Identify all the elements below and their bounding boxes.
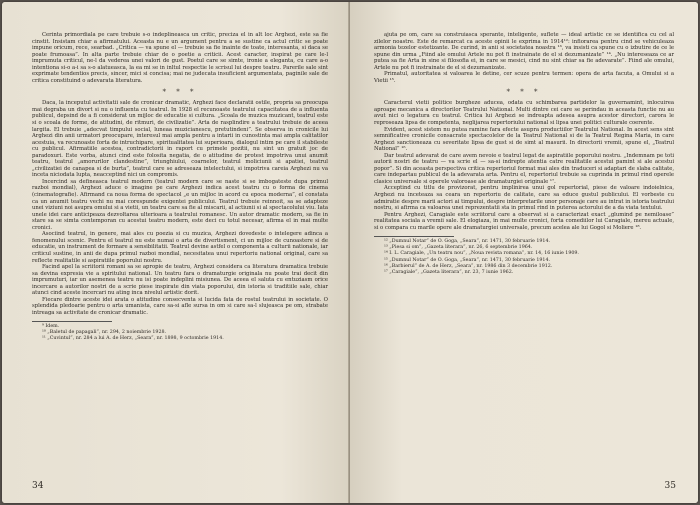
book-spread: [2, 2, 698, 503]
body-paragraph: Acceptind cu titlu de provizorat, pentru implinirea unui gol repertorial, piese de valoare indoielnica, Arghezi nu inceteaza sa ceara un repertoriu de calitate, care sa educe gustul publicului. El vorbeste cu admiratie despre marii actori ai timpului, despre interpretarile unor personaje care au intrat in istoria teatrului nostru, si afirma ca valoarea unei reprezentatii sta in primul rind in puterea actorului de a da viata textului.: [374, 185, 674, 212]
body-paragraph: Dar teatrul adevarat de care avem nevoie e teatrul legat de aspiratiile poporului nostru. „Indemnam pe toti autorii nostri de teatru — va scrie el — sa-si indrepte atentia catre realitatile acestui pamint si ale acestui popor”. Si din aceasta perspectiva critica repertoriul format mai ales din traduceri si adaptari de slaba calitate, care indepartau publicul de la adevarata arta. Pentru el, repertoriul trebuie sa cuprinda in primul rind operele clasice universale si operele valoroase ale dramaturgiei originale ¹⁷.: [374, 152, 674, 185]
body-paragraph: Asociind teatrul, in genere, mai ales cu poezia si cu muzica, Arghezi dovedeste o intelegere adinca a fenomenului scenic. Pentru el teatrul nu este numai o arta de divertisment, ci un mijloc de cunoastere si de educatie, un instrument de formare a sensibilitatii. Teatrul devine astfel o componenta a culturii nationale, iar criticul sustine, in anii de dupa primul razboi mondial, necesitatea unui repertoriu national original, care sa reflecte realitatile si aspiratiile poporului nostru.: [32, 231, 328, 264]
page-number: 35: [664, 481, 676, 491]
footnote: ¹¹ „Cuvintul”, nr. 284 a lui A. de Herz, „Seara”, nr. 1898, 9 octombrie 1914.: [42, 336, 224, 342]
left-page: [2, 2, 350, 503]
body-paragraph: Pentru Arghezi, Caragiale este scriitorul care a observat si a caracterizat exact „glumind pe nemiloase” realitatea sociala a vremii sale. El elogiaza, in mai multe cronici, forta comediilor lui Caragiale, mereu actuale, si o compara cu marile opere ale dramaturgiei universale, precum acelea ale lui Gogol si Moliere ¹⁸.: [374, 211, 674, 231]
footnote: ¹⁵ „Dumnul Notar” de O. Goga, „Seara”, nr. 1471, 30 februarie 1914.: [384, 257, 550, 263]
body-paragraph: Evident, acest sistem nu putea ramine fara efecte asupra productiilor Teatrului National. In acest sens sint semnificative cronicile consacrate spectacolelor de la Teatrul National si de la Teatrul Regina Maria, in care Arghezi sanctioneaza cu severitate lipsa de gust si de simt al masurii. In directorii vremii, spune el, „Teatrul National” ¹⁶.: [374, 126, 674, 153]
intro-paragraph: Cerinta primordiala pe care trebuie s-o indeplineasca un critic, preciza el in alt loc Arghezi, este sa fie cinstit. Insistam chiar a afirmatului. Aceasta nu e un argument pentru a se sustine ca actul critic se poate impune oricum, rece, searbad. „Critica — va spune el — trebuie sa fie inainte de toate, interesanta, si daca se poate frumoasa”. In alta parte trebuie chiar de o poetie a criticii. Acest caracter, inspirat pe care le-l imprumuta criticul, ne-l da vederea unei valori de gust. Poetul care se simte, ironie a eleganta, cu care a-o intentiona si-o a-i sa s-o alatueasca, la ea mi se in inltul respectie le scrisul lui despre teatru. Parerile sale sint exprimate tendentios precis, sincer, mici si concisa; mai ne judecata insuficient argumentata, paginile sale de critica constituind o adevarata literatura.: [32, 32, 328, 84]
footnote: ¹⁷ „Caragiale”, „Gazeta literara”, nr. 23, 7 iunie 1962.: [384, 269, 514, 275]
body-paragraph: Facind apel la scriitorii romani sa se apropie de teatru, Arghezi considera ca literatura dramatica trebuie sa devina expresia vie a spiritului national. Un teatru fara o dramaturgie originala nu poate trai decit din imprumuturi, iar un asemenea teatru nu isi poate indeplini misiunea. De aceea el saluta cu entuziasm orice incercare a autorilor nostri de a scrie piese inspirate din viata poporului, din istoria si traditiile sale, chiar atunci cind aceste incercari nu ating inca nivelul artistic dorit.: [32, 264, 328, 297]
section-divider: * * *: [162, 88, 198, 97]
footnote: ¹⁶ „Barbierul” de A. de Herz, „Seara”, nr. 1986 din 3 decembrie 1912.: [384, 263, 553, 269]
right-page: [350, 2, 698, 503]
footnote: ⁹ Idem.: [42, 324, 60, 330]
body-paragraph: Incercind sa defineasca teatrul modern (teatrul modern care se naste si se imbogateste dupa primul razboi mondial), Arghezi aduce o imagine pe care Arghezi indica acest teatru cu o forma de cinema (cinematografie). Afirmand ca noua forma de spectacol „e un mijloc in acord cu epoca moderna”, el constata ca un anumit teatru vechi nu mai corespunde exigentei publicului. Teatrul trebuie reinnoit, sa se adapteze unei viziuni noi asupra omului si a vietii, un teatru care sa fie al miscarii, al actiunii si al spectacolului viu. Iata unele idei care anticipeaza dezvoltarea ulterioara a teatrului romanesc. Un autor dramatic modern, sa fie in stare sa se simta contemporan cu acestui teatru modern, este deci cu totul necesar, afirma el in mai multe cronici.: [32, 178, 328, 231]
body-paragraph: Caracterul vietii politice burgheze aducea, odata cu schimbarea partidelor la guvernamint, inlocuirea aproape mecanica a directorilor Teatrului National. Multi dintre cei care se perindau in aceasta functie nu au avut nici o legatura cu teatrul. Critica lui Arghezi se indreapta adesea asupra acestor directori, carora le reproseaza lipsa de competenta, neglijarea repertoriului national si lipsa unei politici culturale coerente.: [374, 100, 674, 127]
section-divider: * * *: [506, 88, 542, 97]
left-page-text: [32, 32, 328, 343]
footnote: ¹⁰ „Baletul de papagali”, nr. 294, 2 noiembrie 1928.: [42, 330, 167, 336]
page-number: 34: [32, 481, 44, 491]
footnote: ¹³ „Piesa si om”, „Gazeta literara”, nr. 26, 6 septembrie 1964.: [384, 245, 533, 251]
body-paragraph: Primatul, autoritatea si valoarea le detine, cer scuze pentru termen: opera de arta facuta, a Omului si a Vietii ¹⁵.: [374, 71, 674, 84]
footnote: ¹² „Dumnul Notar” de O. Goga, „Seara”, nr. 1471, 30 februarie 1914.: [384, 238, 550, 244]
right-page-text: [374, 32, 674, 276]
body-paragraph: Fiecare dintre aceste idei arata o atitudine consecventa si lucida fata de rostul teatrului in societate. O splendida pledoarie pentru o arta umanista, care sa-si afle sursa in om si care sa-l slujeasca pe om, strabate intreaga sa activitate de cronicar dramatic.: [32, 296, 328, 316]
body-paragraph: ajuta pe om, care sa construiasca sperante, inteligente, suflete — ideal artistic ce se identifica cu cel al zilelor noastre. Este de remarcat ca aceste opinii le exprima in 1914¹²: infiorarea pentru cind se vehiculeaza armonia tezelor estetizante. De curind, in anii si societatea noastra ¹³, va insisti ca spune cu o izbutire de ce le spune din urma „Fiind ale omului Artele nu pot fi instrainate de el si dezumanizate” ¹⁴. „Nu intereseaza ce ar putea sa fie Arta in sine si filosofia ei, in care se mesici, cind nu sint chiar sa fie adevarate”. Fiind ale omului, Artele nu pot fi instrainate de el si dezumanizate.: [374, 32, 674, 71]
footnote-rule: [374, 236, 454, 237]
footnote-rule: [32, 321, 112, 322]
body-paragraph: Daca, la inceputul activitatii sale de cronicar dramatic, Arghezi face declaratii ostile, propria sa preocupa mai degraba un divort si nu o influenta cu teatrul. In 1928 el recunoaste teatrului capacitatea de a influenta publicul, depsind de a fi considerat un mijloc de educatie si cultura. „Scoala de muzica muzicant, teatrul este si o scoala de forme, de atitudini, de ritmuri, de civilizatie”. Arta de rasplindire a teatrului trebuie de aceea largita. El trebuie „adecvat timpului social, luneaa muzicianescu, pretutindeni”. Se observa in cronicile lui Arghezi din anii urmatori preocupare, interesul mai ampla pentru a intarii in cunostinta mai ampla calitatilor acestuia, va recunoaste forta de intruchipare, spiritualitatea lui superioara, dialogul intim pe care il stabileste cu publicul. Afirmatiile acestea, contradictorii in raport cu primele pozitii, nu sint un gratuit joc de paradoxuri. Este vorba, atunci cind este folosita negatia, de o atitudine de protest impotriva unui anumit teatru, teatrul „amorurilor clandestine”, triunghiului, coarnelor, teatrul moliciunii si apatiei, teatrul „civilizatiei de canapea si de burta”, teatrul care se adreseaza intelectului, si impotriva careia Arghezi nu va inceta niciodata lupta, neacceptind nici un compromis.: [32, 100, 328, 179]
footnote: ¹⁴ I. L. Caragiale, „Un teatru nou”, „Noua revista romana”, nr. 14, 16 iunie 1909.: [384, 251, 579, 257]
